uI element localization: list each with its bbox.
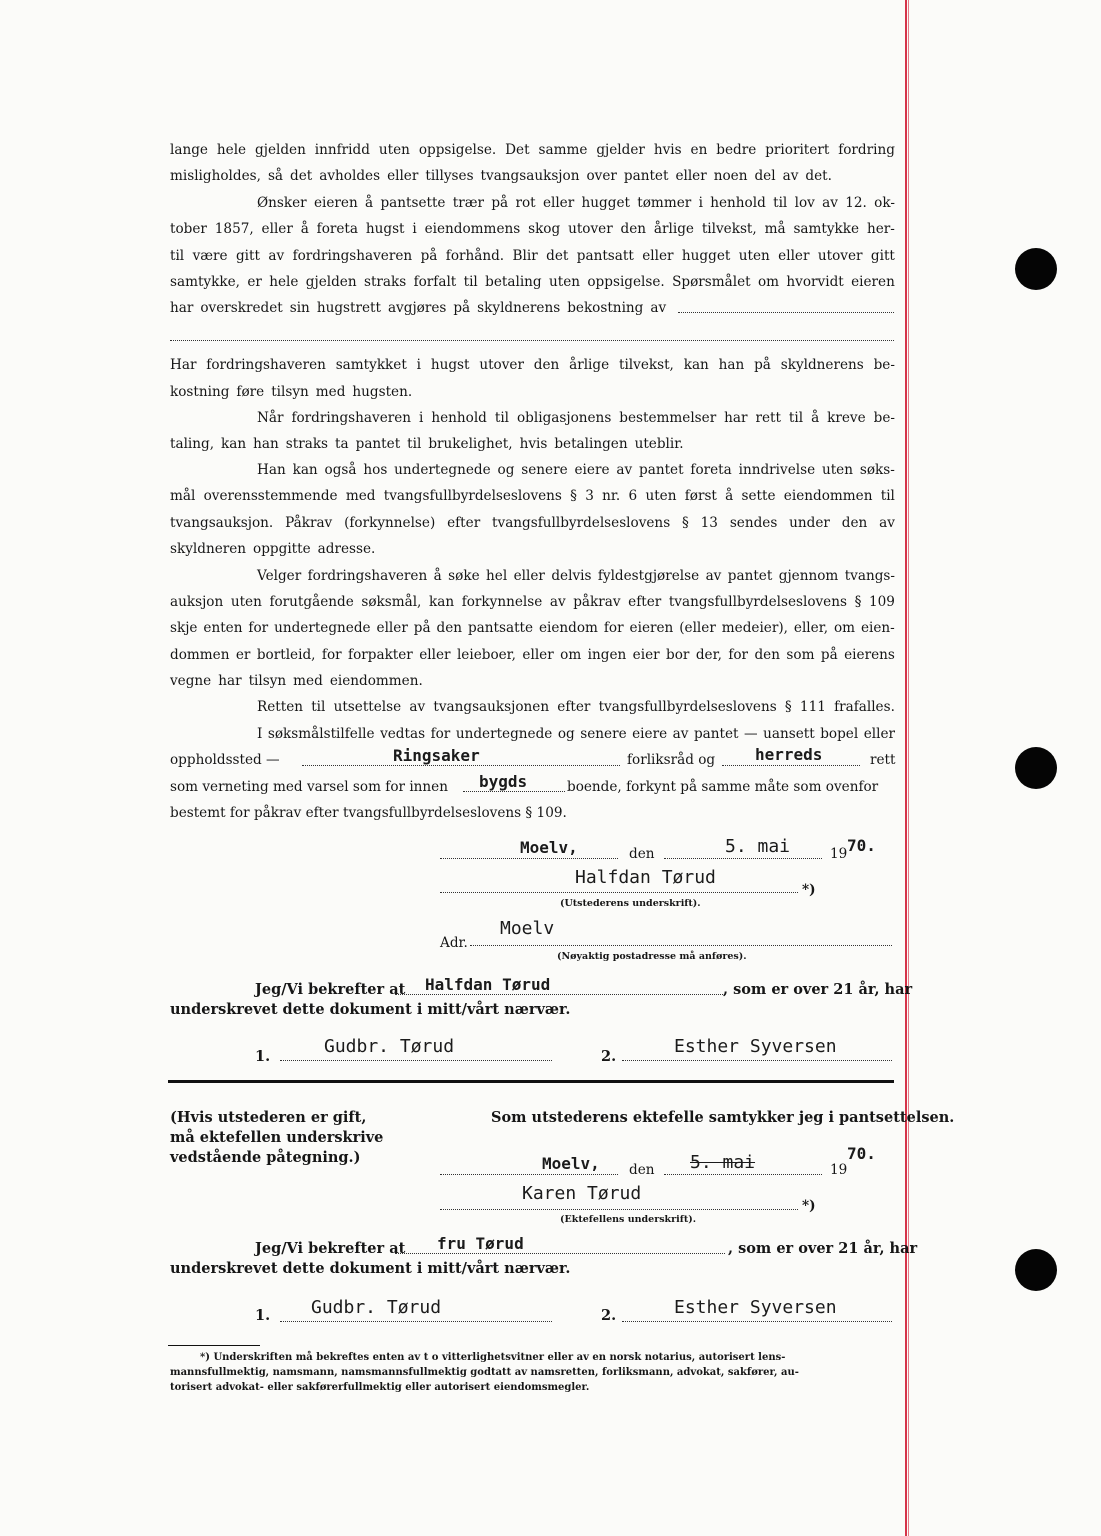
text-line: dommen er bortleid, for forpakter eller leieboer, eller om ingen eier bor der, for den som på eierens <box>170 647 895 663</box>
issuer-year-handwritten: 70. <box>847 836 876 855</box>
text-line: mål overensstemmende med tvangsfullbyrdelseslovens § 3 nr. 6 uten først å sette eiendommen til <box>170 488 895 504</box>
address-caption: (Nøyaktig postadresse må anføres). <box>557 951 747 962</box>
witness-number-2: 2. <box>601 1307 617 1324</box>
spouse-note-line: (Hvis utstederen er gift, <box>170 1109 367 1126</box>
blank-line <box>395 994 725 995</box>
spouse-signature: Karen Tørud <box>522 1183 642 1204</box>
witness-1-signature: Gudbr. Tørud <box>311 1297 442 1318</box>
witness-1-signature: Gudbr. Tørud <box>324 1036 455 1057</box>
footnote-line: *) Underskriften må bekreftes enten av t o vitterlighetsvitner eller av en norsk notarius, autorisert lens- <box>200 1352 786 1363</box>
text-line: samtykke, er hele gjelden straks forfalt til betaling uten oppsigelse. Spørsmålet om hvorvidt eieren <box>170 274 895 290</box>
text-line: skyldneren oppgitte adresse. <box>170 541 376 557</box>
blank-line <box>170 340 894 341</box>
text-line: skje enten for undertegnede eller på den pantsatte eiendom for eieren (eller medeier), eller, om eien- <box>170 620 895 636</box>
text-line: misligholdes, så det avholdes eller tillyses tvangsauksjon over pantet eller noen del av det. <box>170 168 832 184</box>
spouse-note-line: må ektefellen underskrive <box>170 1129 384 1146</box>
spouse-signature-caption: (Ektefellens underskrift). <box>560 1214 697 1225</box>
venue-line3: bestemt for påkrav efter tvangsfullbyrdelseslovens § 109. <box>170 805 567 821</box>
footnote-marker: *) <box>802 882 816 898</box>
text-line: har overskredet sin hugstrett avgjøres på skyldnerens bekostning av <box>170 300 667 316</box>
witness-intro: Jeg/Vi bekrefter at <box>255 981 406 998</box>
den-label: den <box>629 846 655 862</box>
signature-line <box>280 1060 552 1061</box>
witness-subject-handwritten: Halfdan Tørud <box>425 975 551 994</box>
area-handwritten: bygds <box>479 772 528 791</box>
signature-line <box>440 892 798 893</box>
blank-line <box>664 858 822 859</box>
witness-age-text: , som er over 21 år, har <box>723 981 913 998</box>
witness-statement: underskrevet dette dokument i mitt/vårt nærvær. <box>170 1260 571 1277</box>
text-line: lange hele gjelden innfridd uten oppsigelse. Det samme gjelder hvis en bedre prioritert fordring <box>170 142 895 158</box>
spouse-year-handwritten: 70. <box>847 1144 876 1163</box>
address-label: Adr. <box>440 935 468 951</box>
signature-line <box>440 1209 798 1210</box>
blank-line <box>470 945 892 946</box>
signature-line <box>622 1060 892 1061</box>
text-line: til være gitt av fordringshaveren på forhånd. Blir det pantsatt eller hugget uten eller utover gitt <box>170 248 895 264</box>
blank-line <box>722 765 860 766</box>
punch-hole-middle <box>1015 747 1057 789</box>
court-type-handwritten: herreds <box>755 745 823 764</box>
witness-statement: underskrevet dette dokument i mitt/vårt nærvær. <box>170 1001 571 1018</box>
red-margin-line-shadow <box>908 0 909 1536</box>
text-line: tvangsauksjon. Påkrav (forkynnelse) efter tvangsfullbyrdelseslovens § 13 sendes under den av <box>170 515 895 531</box>
blank-line <box>395 1253 725 1254</box>
red-margin-line <box>905 0 907 1536</box>
blank-line <box>440 858 618 859</box>
spouse-date-handwritten: 5. mai <box>690 1152 756 1173</box>
issuer-date-handwritten: 5. mai <box>725 836 791 857</box>
issuer-signature-caption: (Utstederens underskrift). <box>560 898 701 909</box>
witness-2-signature: Esther Syversen <box>674 1036 837 1057</box>
venue-line2-prefix: som verneting med varsel som for innen <box>170 779 448 795</box>
blank-line <box>440 1174 618 1175</box>
text-line: tober 1857, eller å foreta hugst i eiendommens skog utover den årlige tilvekst, må samtykke her- <box>170 221 895 237</box>
footnote-line: torisert advokat- eller sakførerfullmektig eller autorisert eiendomsmegler. <box>170 1382 590 1393</box>
witness-number-1: 1. <box>255 1307 271 1324</box>
witness-subject-handwritten: fru Tørud <box>437 1234 524 1253</box>
text-line: Når fordringshaveren i henhold til obligasjonens bestemmelser har rett til å kreve be- <box>257 410 895 426</box>
witness-number-2: 2. <box>601 1048 617 1065</box>
blank-line <box>678 312 894 313</box>
year-prefix: 19 <box>830 1162 848 1178</box>
text-line: vegne har tilsyn med eiendommen. <box>170 673 423 689</box>
blank-line <box>664 1174 822 1175</box>
venue-suffix: rett <box>870 752 896 768</box>
venue-line2-suffix: boende, forkynt på samme måte som ovenfor <box>567 779 879 795</box>
witness-2-signature: Esther Syversen <box>674 1297 837 1318</box>
text-line: Ønsker eieren å pantsette trær på rot eller hugget tømmer i henhold til lov av 12. ok- <box>257 195 895 211</box>
text-line: Retten til utsettelse av tvangsauksjonen efter tvangsfullbyrdelseslovens § 111 frafalles. <box>257 699 895 715</box>
year-prefix: 19 <box>830 846 848 862</box>
footnote-marker: *) <box>802 1198 816 1214</box>
spouse-note-line: vedstående påtegning.) <box>170 1149 361 1166</box>
blank-line <box>463 791 565 792</box>
blank-line <box>302 765 620 766</box>
venue-prefix: oppholdssted — <box>170 752 280 768</box>
punch-hole-top <box>1015 248 1057 290</box>
punch-hole-bottom <box>1015 1249 1057 1291</box>
section-divider <box>168 1080 894 1083</box>
spouse-consent: Som utstederens ektefelle samtykker jeg i pantsettelsen. <box>491 1109 955 1126</box>
signature-line <box>280 1321 552 1322</box>
witness-age-text: , som er over 21 år, har <box>728 1240 918 1257</box>
spouse-place-handwritten: Moelv, <box>542 1154 600 1173</box>
issuer-place-handwritten: Moelv, <box>520 838 578 857</box>
issuer-signature: Halfdan Tørud <box>575 867 716 888</box>
witness-intro: Jeg/Vi bekrefter at <box>255 1240 406 1257</box>
court-place-handwritten: Ringsaker <box>393 746 480 765</box>
text-line: Han kan også hos undertegnede og senere eiere av pantet foreta inndrivelse uten søks- <box>257 462 895 478</box>
witness-number-1: 1. <box>255 1048 271 1065</box>
issuer-address-handwritten: Moelv <box>500 918 555 939</box>
text-line: kostning føre tilsyn med hugsten. <box>170 384 413 400</box>
signature-line <box>622 1321 892 1322</box>
venue-mid: forliksråd og <box>627 752 716 768</box>
text-line: auksjon uten forutgående søksmål, kan forkynnelse av påkrav efter tvangsfullbyrdelseslovens § 109 <box>170 594 895 610</box>
den-label: den <box>629 1162 655 1178</box>
footnote-line: mannsfullmektig, namsmann, namsmannsfullmektig godtatt av namsretten, forliksmann, advokat, sakfører, au- <box>170 1367 799 1378</box>
text-line: Velger fordringshaveren å søke hel eller delvis fyldestgjørelse av pantet gjennom tvangs- <box>257 568 895 584</box>
footnote-divider <box>168 1345 260 1346</box>
text-line: Har fordringshaveren samtykket i hugst utover den årlige tilvekst, kan han på skyldnerens be- <box>170 357 895 373</box>
text-line: I søksmålstilfelle vedtas for undertegnede og senere eiere av pantet — uansett bopel eller <box>257 726 895 742</box>
text-line: taling, kan han straks ta pantet til brukelighet, hvis betalingen uteblir. <box>170 436 684 452</box>
